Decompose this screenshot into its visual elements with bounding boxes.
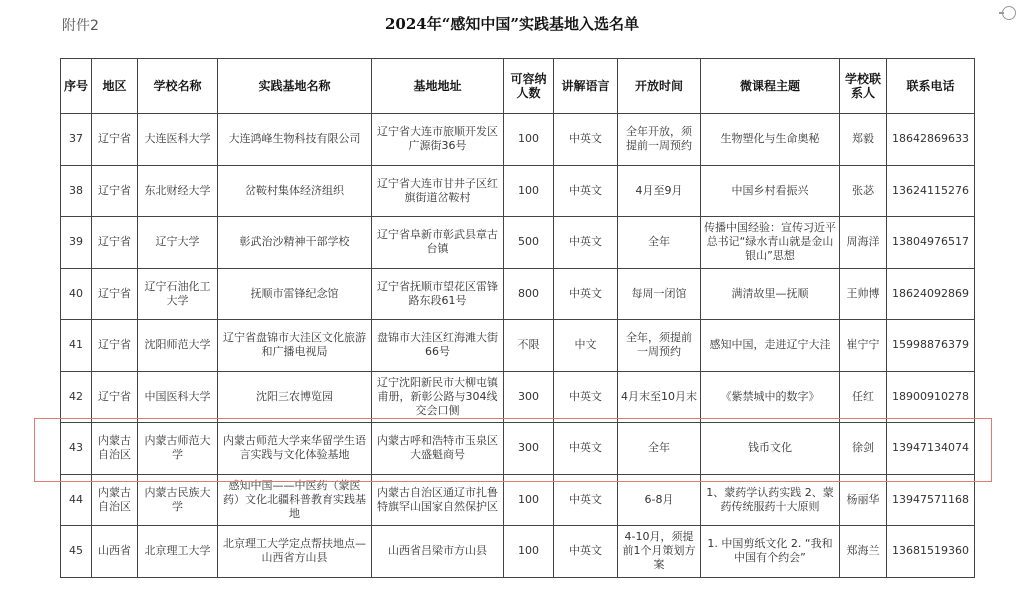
- base-address-cell: 辽宁省大连市甘井子区红旗街道岔鞍村: [372, 165, 504, 217]
- open-time-cell: 全年: [618, 217, 701, 269]
- school-name-cell: 辽宁石油化工大学: [138, 268, 218, 320]
- base-address-cell: 山西省吕梁市方山县: [372, 526, 504, 578]
- region-cell: 辽宁省: [92, 268, 138, 320]
- capacity-cell: 100: [504, 474, 554, 526]
- capacity-cell: 100: [504, 526, 554, 578]
- phone-cell: 15998876379: [887, 320, 975, 372]
- capacity-cell: 300: [504, 371, 554, 423]
- open-time-cell: 每周一闭馆: [618, 268, 701, 320]
- row-number: 43: [61, 423, 92, 475]
- base-name-cell: 辽宁省盘锦市大洼区文化旅游和广播电视局: [218, 320, 372, 372]
- region-cell: 山西省: [92, 526, 138, 578]
- table-row: [61, 371, 975, 423]
- table-row: [61, 526, 975, 578]
- region-cell: 辽宁省: [92, 217, 138, 269]
- contact-person-cell: 徐剑: [840, 423, 887, 475]
- course-topic-cell: 感知中国，走进辽宁大洼: [701, 320, 840, 372]
- row-number: 45: [61, 526, 92, 578]
- region-cell: 辽宁省: [92, 165, 138, 217]
- base-name-cell: 岔鞍村集体经济组织: [218, 165, 372, 217]
- row-number: 40: [61, 268, 92, 320]
- selection-table: [60, 58, 975, 578]
- table-row: [61, 268, 975, 320]
- table-row: [61, 474, 975, 526]
- header-cell: 可容纳人数: [504, 59, 554, 114]
- open-time-cell: 全年开放，须提前一周预约: [618, 114, 701, 166]
- region-cell: 辽宁省: [92, 371, 138, 423]
- table-header-row: [61, 59, 975, 114]
- contact-person-cell: 张苾: [840, 165, 887, 217]
- school-name-cell: 东北财经大学: [138, 165, 218, 217]
- language-cell: 中英文: [554, 371, 618, 423]
- table-row: [61, 320, 975, 372]
- base-name-cell: 内蒙古师范大学来华留学生语言实践与文化体验基地: [218, 423, 372, 475]
- course-topic-cell: 中国乡村看振兴: [701, 165, 840, 217]
- row-number: 37: [61, 114, 92, 166]
- school-name-cell: 沈阳师范大学: [138, 320, 218, 372]
- row-number: 38: [61, 165, 92, 217]
- base-address-cell: 辽宁省抚顺市望花区雷锋路东段61号: [372, 268, 504, 320]
- course-topic-cell: 1. 中国剪纸文化 2. “我和中国有个约会”: [701, 526, 840, 578]
- region-cell: 辽宁省: [92, 320, 138, 372]
- open-time-cell: 全年: [618, 423, 701, 475]
- contact-person-cell: 崔宁宁: [840, 320, 887, 372]
- header-cell: 学校名称: [138, 59, 218, 114]
- base-name-cell: 感知中国——中医药（蒙医药）文化北疆科普教育实践基地: [218, 474, 372, 526]
- base-name-cell: 北京理工大学定点帮扶地点—山西省方山县: [218, 526, 372, 578]
- header-cell: 开放时间: [618, 59, 701, 114]
- search-icon: [1002, 6, 1016, 20]
- school-name-cell: 中国医科大学: [138, 371, 218, 423]
- base-name-cell: 抚顺市雷锋纪念馆: [218, 268, 372, 320]
- table-row: [61, 217, 975, 269]
- capacity-cell: 不限: [504, 320, 554, 372]
- school-name-cell: 内蒙古师范大学: [138, 423, 218, 475]
- phone-cell: 18624092869: [887, 268, 975, 320]
- school-name-cell: 内蒙古民族大学: [138, 474, 218, 526]
- open-time-cell: 6-8月: [618, 474, 701, 526]
- contact-person-cell: 王帅博: [840, 268, 887, 320]
- open-time-cell: 4月至9月: [618, 165, 701, 217]
- region-cell: 辽宁省: [92, 114, 138, 166]
- base-name-cell: 大连鸿峰生物科技有限公司: [218, 114, 372, 166]
- contact-person-cell: 郑海兰: [840, 526, 887, 578]
- base-address-cell: 盘锦市大洼区红海滩大街66号: [372, 320, 504, 372]
- course-topic-cell: 传播中国经验：宣传习近平总书记“绿水青山就是金山银山”思想: [701, 217, 840, 269]
- phone-cell: 13681519360: [887, 526, 975, 578]
- base-address-cell: 内蒙古呼和浩特市玉泉区大盛魁商号: [372, 423, 504, 475]
- open-time-cell: 全年，须提前一周预约: [618, 320, 701, 372]
- contact-person-cell: 周海洋: [840, 217, 887, 269]
- capacity-cell: 100: [504, 114, 554, 166]
- phone-cell: 13947134074: [887, 423, 975, 475]
- document-title: 2024年“感知中国”实践基地入选名单: [384, 15, 639, 33]
- school-name-cell: 辽宁大学: [138, 217, 218, 269]
- base-address-cell: 内蒙古自治区通辽市扎鲁特旗罕山国家自然保护区: [372, 474, 504, 526]
- contact-person-cell: 郑毅: [840, 114, 887, 166]
- row-number: 44: [61, 474, 92, 526]
- school-name-cell: 大连医科大学: [138, 114, 218, 166]
- base-name-cell: 沈阳三农博览园: [218, 371, 372, 423]
- base-address-cell: 辽宁省大连市旅顺开发区广源街36号: [372, 114, 504, 166]
- contact-person-cell: 任红: [840, 371, 887, 423]
- language-cell: 中英文: [554, 268, 618, 320]
- language-cell: 中英文: [554, 165, 618, 217]
- course-topic-cell: 满清故里—抚顺: [701, 268, 840, 320]
- header-cell: 基地地址: [372, 59, 504, 114]
- language-cell: 中英文: [554, 114, 618, 166]
- open-time-cell: 4月末至10月末: [618, 371, 701, 423]
- annex-label: 附件2: [62, 18, 99, 34]
- region-cell: 内蒙古自治区: [92, 474, 138, 526]
- capacity-cell: 300: [504, 423, 554, 475]
- contact-person-cell: 杨丽华: [840, 474, 887, 526]
- course-topic-cell: 1、蒙药学认药实践 2、蒙药传统服药十大原则: [701, 474, 840, 526]
- school-name-cell: 北京理工大学: [138, 526, 218, 578]
- row-number: 41: [61, 320, 92, 372]
- table-row: [61, 423, 975, 475]
- table-row: [61, 114, 975, 166]
- base-address-cell: 辽宁省阜新市彰武县章古台镇: [372, 217, 504, 269]
- phone-cell: 13804976517: [887, 217, 975, 269]
- language-cell: 中英文: [554, 217, 618, 269]
- phone-cell: 13624115276: [887, 165, 975, 217]
- row-number: 39: [61, 217, 92, 269]
- header-cell: 联系电话: [887, 59, 975, 114]
- header-cell: 实践基地名称: [218, 59, 372, 114]
- table-row: [61, 165, 975, 217]
- open-time-cell: 4-10月，须提前1个月策划方案: [618, 526, 701, 578]
- phone-cell: 18900910278: [887, 371, 975, 423]
- language-cell: 中英文: [554, 474, 618, 526]
- course-topic-cell: 钱币文化: [701, 423, 840, 475]
- header-cell: 讲解语言: [554, 59, 618, 114]
- course-topic-cell: 《紫禁城中的数字》: [701, 371, 840, 423]
- language-cell: 中英文: [554, 526, 618, 578]
- course-topic-cell: 生物塑化与生命奥秘: [701, 114, 840, 166]
- header-cell: 学校联系人: [840, 59, 887, 114]
- language-cell: 中英文: [554, 423, 618, 475]
- language-cell: 中文: [554, 320, 618, 372]
- capacity-cell: 500: [504, 217, 554, 269]
- capacity-cell: 100: [504, 165, 554, 217]
- region-cell: 内蒙古自治区: [92, 423, 138, 475]
- capacity-cell: 800: [504, 268, 554, 320]
- base-address-cell: 辽宁沈阳新民市大柳屯镇甫册，新彰公路与304线交会口侧: [372, 371, 504, 423]
- header-cell: 序号: [61, 59, 92, 114]
- header-cell: 微课程主题: [701, 59, 840, 114]
- phone-cell: 13947571168: [887, 474, 975, 526]
- base-name-cell: 彰武治沙精神干部学校: [218, 217, 372, 269]
- row-number: 42: [61, 371, 92, 423]
- phone-cell: 18642869633: [887, 114, 975, 166]
- header-cell: 地区: [92, 59, 138, 114]
